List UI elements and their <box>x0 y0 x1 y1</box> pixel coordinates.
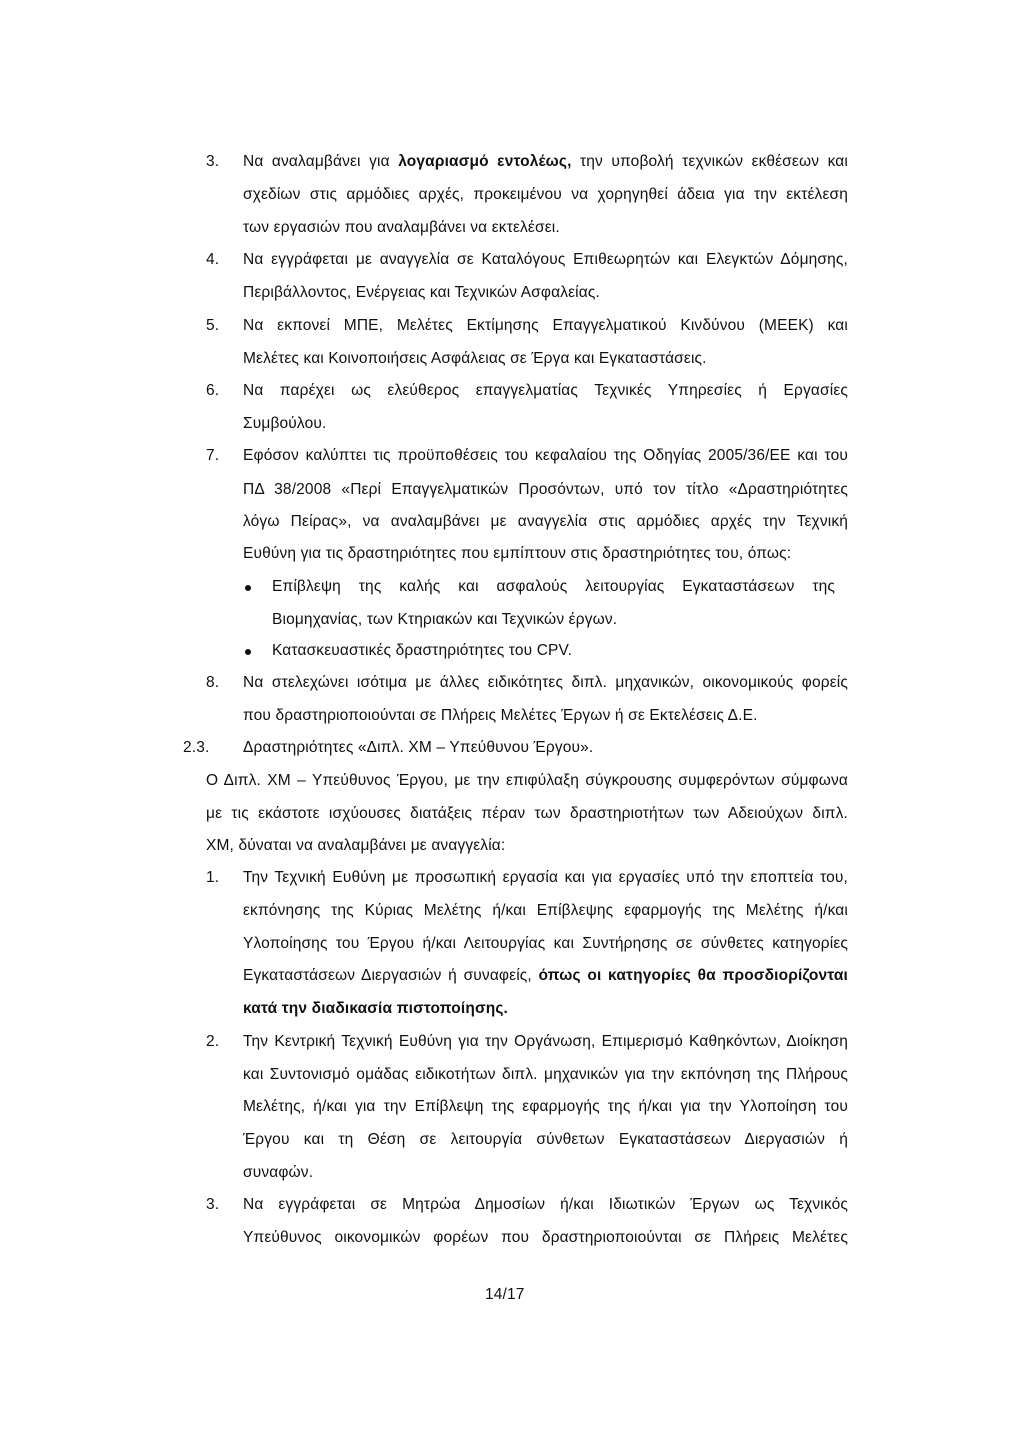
bullet-text: Επίβλεψη της καλής και ασφαλούς λειτουργίας Εγκαταστάσεων της <box>272 578 835 595</box>
paragraph-text: Ο Διπλ. ΧΜ – Υπεύθυνος Έργου, με την επιφύλαξη σύγκρουσης συμφερόντων σύμφωνα <box>206 772 848 789</box>
text-span: την υποβολή τεχνικών εκθέσεων και <box>571 153 848 170</box>
item-number: 7. <box>206 447 220 464</box>
item-text: ΠΔ 38/2008 «Περί Επαγγελματικών Προσόντων, υπό τον τίτλο «Δραστηριότητες <box>243 481 848 498</box>
item-text: Περιβάλλοντος, Ενέργειας και Τεχνικών Ασφαλείας. <box>243 284 600 301</box>
item-number: 3. <box>206 153 220 170</box>
bold-text: κατά την διαδικασία πιστοποίησης. <box>243 1000 508 1017</box>
item-number: 4. <box>206 251 220 268</box>
item-text: Ευθύνη για τις δραστηριότητες που εμπίπτουν στις δραστηριότητες του, όπως: <box>243 545 792 562</box>
text-span: Εγκαταστάσεων Διεργασιών ή συναφείς, <box>243 967 539 984</box>
item-text: Την Τεχνική Ευθύνη με προσωπική εργασία και για εργασίες υπό την εποπτεία του, <box>243 869 848 886</box>
item-text: λόγω Πείρας», να αναλαμβάνει με αναγγελία στις αρμόδιες αρχές την Τεχνική <box>243 513 848 530</box>
bullet-text: Κατασκευαστικές δραστηριότητες του CPV. <box>272 642 573 659</box>
bullet-icon <box>245 649 251 655</box>
bullet-text: Βιομηχανίας, των Κτηριακών και Τεχνικών έργων. <box>272 611 618 628</box>
item-text: Συμβούλου. <box>243 415 327 432</box>
bullet-icon <box>245 585 251 591</box>
item-number: 8. <box>206 674 220 691</box>
item-number: 3. <box>206 1196 220 1213</box>
item-text <box>243 966 848 986</box>
item-text: Να παρέχει ως ελεύθερος επαγγελματίας Τεχνικές Υπηρεσίες ή Εργασίες <box>243 382 848 399</box>
item-text: Υλοποίησης του Έργου ή/και Λειτουργίας και Συντήρησης σε σύνθετες κατηγορίες <box>243 935 848 952</box>
paragraph-text: ΧΜ, δύναται να αναλαμβάνει με αναγγελία: <box>206 837 506 854</box>
item-text: που δραστηριοποιούνται σε Πλήρεις Μελέτες Έργων ή σε Εκτελέσεις Δ.Ε. <box>243 707 758 724</box>
item-number: 1. <box>206 869 220 886</box>
item-text: Να εκπονεί ΜΠΕ, Μελέτες Εκτίμησης Επαγγελματικού Κινδύνου (ΜΕΕΚ) και <box>243 317 848 334</box>
bold-text: λογαριασμό εντολέως, <box>398 153 572 170</box>
page-number: 14/17 <box>485 1286 525 1303</box>
item-number: 5. <box>206 317 220 334</box>
item-text: Να στελεχώνει ισότιμα με άλλες ειδικότητες διπλ. μηχανικών, οικονομικούς φορείς <box>243 674 848 691</box>
section-title: Δραστηριότητες «Διπλ. ΧΜ – Υπεύθυνου Έργου». <box>243 739 594 756</box>
item-text: των εργασιών που αναλαμβάνει να εκτελέσει. <box>243 219 560 236</box>
item-text: και Συντονισμό ομάδας ειδικοτήτων διπλ. μηχανικών για την εκπόνηση της Πλήρους <box>243 1066 848 1083</box>
text-span: Να αναλαμβάνει για <box>243 153 399 170</box>
item-text <box>243 152 848 172</box>
item-text: Να εγγράφεται με αναγγελία σε Καταλόγους Επιθεωρητών και Ελεγκτών Δόμησης, <box>243 251 848 268</box>
item-text: Έργου και τη Θέση σε λειτουργία σύνθετων Εγκαταστάσεων Διεργασιών ή <box>243 1131 848 1148</box>
item-text: Υπεύθυνος οικονομικών φορέων που δραστηριοποιούνται σε Πλήρεις Μελέτες <box>243 1229 848 1246</box>
item-text: συναφών. <box>243 1164 314 1181</box>
bold-text: όπως οι κατηγορίες θα προσδιορίζονται <box>538 967 848 984</box>
item-text: Μελέτες και Κοινοποιήσεις Ασφάλειας σε Έργα και Εγκαταστάσεις. <box>243 350 707 367</box>
paragraph-text: με τις εκάστοτε ισχύουσες διατάξεις πέραν των δραστηριοτήτων των Αδειούχων διπλ. <box>206 805 848 822</box>
item-number: 2. <box>206 1033 220 1050</box>
item-text: Μελέτης, ή/και για την Επίβλεψη της εφαρμογής της ή/και για την Υλοποίηση του <box>243 1098 848 1115</box>
item-text: εκπόνησης της Κύριας Μελέτης ή/και Επίβλεψης εφαρμογής της Μελέτης ή/και <box>243 902 848 919</box>
item-text: Να εγγράφεται σε Μητρώα Δημοσίων ή/και Ιδιωτικών Έργων ως Τεχνικός <box>243 1196 848 1213</box>
item-text: Την Κεντρική Τεχνική Ευθύνη για την Οργάνωση, Επιμερισμό Καθηκόντων, Διοίκηση <box>243 1033 848 1050</box>
item-text: Εφόσον καλύπτει τις προϋποθέσεις του κεφαλαίου της Οδηγίας 2005/36/ΕΕ και του <box>243 447 848 464</box>
section-number: 2.3. <box>183 739 210 756</box>
item-text: σχεδίων στις αρμόδιες αρχές, προκειμένου να χορηγηθεί άδεια για την εκτέλεση <box>243 186 848 203</box>
item-number: 6. <box>206 382 220 399</box>
